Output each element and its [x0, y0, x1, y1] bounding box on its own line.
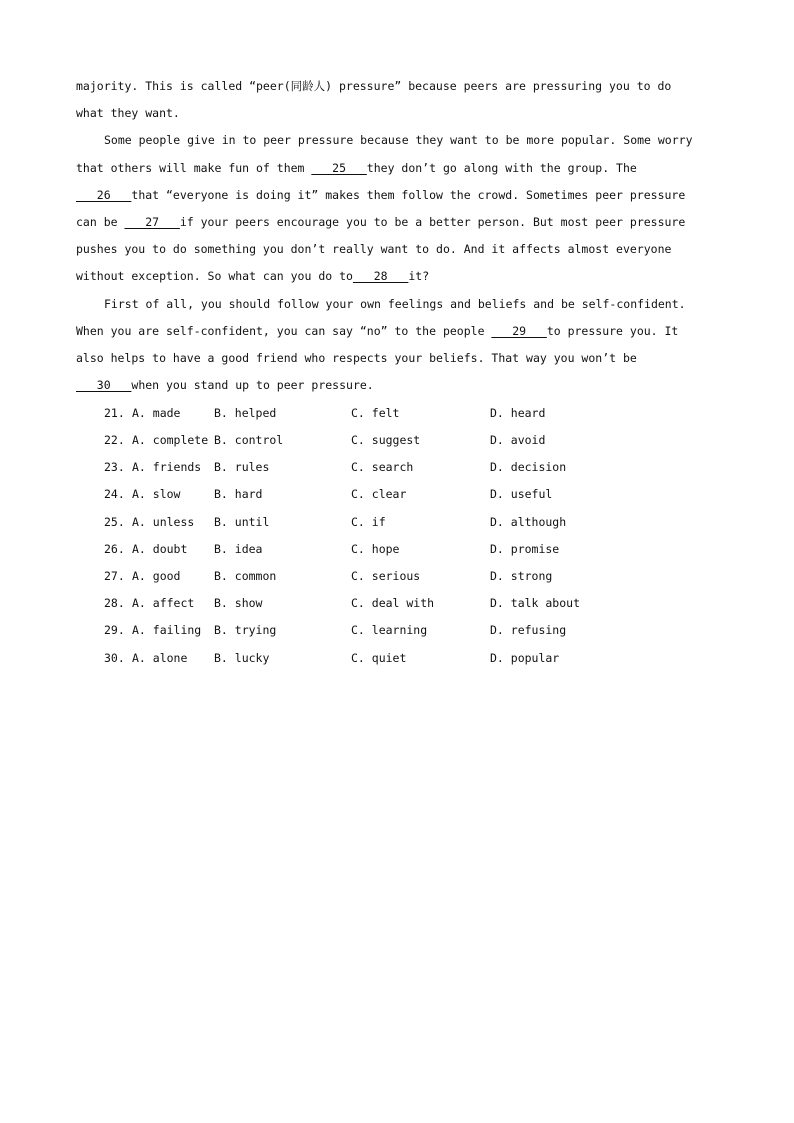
option-a: A. made — [132, 406, 181, 420]
passage-line: First of all, you should follow your own feelings and beliefs and be self-confident. — [104, 297, 686, 311]
passage-text: that others will make fun of them — [76, 161, 312, 175]
question-number: 30. — [104, 651, 125, 665]
question-number: 24. — [104, 487, 125, 501]
option-b: B. hard — [214, 487, 263, 501]
option-a: A. alone — [132, 651, 188, 665]
option-c: C. clear — [351, 487, 407, 501]
passage-line — [76, 212, 704, 232]
blank-29: ___29___ — [491, 324, 547, 338]
option-c: C. hope — [351, 542, 400, 556]
option-c: C. learning — [351, 623, 428, 637]
option-a: A. affect — [132, 596, 195, 610]
option-d: D. refusing — [490, 623, 567, 637]
question-number: 25. — [104, 515, 125, 529]
question-number: 28. — [104, 596, 125, 610]
option-c: C. serious — [351, 569, 421, 583]
option-d: D. decision — [490, 460, 567, 474]
passage-line: Some people give in to peer pressure because they want to be more popular. Some worry — [104, 133, 693, 147]
option-d: D. promise — [490, 542, 560, 556]
question-number: 23. — [104, 460, 125, 474]
question-number: 27. — [104, 569, 125, 583]
option-d: D. popular — [490, 651, 560, 665]
option-d: D. heard — [490, 406, 546, 420]
passage-line — [76, 375, 704, 395]
question-number: 21. — [104, 406, 125, 420]
question-row — [0, 648, 794, 668]
question-row — [0, 457, 794, 477]
blank-26: ___26___ — [76, 188, 132, 202]
question-row — [0, 566, 794, 586]
question-number: 29. — [104, 623, 125, 637]
option-a: A. slow — [132, 487, 181, 501]
option-c: C. suggest — [351, 433, 421, 447]
passage-line — [76, 185, 704, 205]
passage-text: without exception. So what can you do to — [76, 269, 353, 283]
passage-line — [76, 321, 704, 341]
option-c: C. deal with — [351, 596, 435, 610]
passage-line — [76, 266, 704, 286]
option-c: C. felt — [351, 406, 400, 420]
passage-line — [76, 158, 704, 178]
question-number: 26. — [104, 542, 125, 556]
question-number: 22. — [104, 433, 125, 447]
blank-30: ___30___ — [76, 378, 132, 392]
question-row — [0, 430, 794, 450]
passage-text: they don’t go along with the group. The — [366, 161, 637, 175]
passage-text: to pressure you. It — [546, 324, 679, 338]
passage-text: it? — [408, 269, 430, 283]
option-d: D. avoid — [490, 433, 546, 447]
option-b: B. helped — [214, 406, 277, 420]
blank-28: ___28___ — [352, 269, 409, 283]
passage-text: that “everyone is doing it” makes them follow the crowd. Sometimes peer pressure — [131, 188, 686, 202]
passage-text: can be — [76, 215, 125, 229]
passage-line: majority. This is called “peer(同龄人) pressure” because peers are pressuring you to do — [76, 79, 672, 93]
option-a: A. unless — [132, 515, 195, 529]
option-a: A. good — [132, 569, 181, 583]
option-b: B. show — [214, 596, 263, 610]
option-b: B. until — [214, 515, 270, 529]
option-b: B. lucky — [214, 651, 270, 665]
option-a: A. doubt — [132, 542, 188, 556]
option-a: A. complete — [132, 433, 209, 447]
question-row — [0, 512, 794, 532]
question-row — [0, 484, 794, 504]
passage-text: When you are self-confident, you can say “no” to the people — [76, 324, 492, 338]
passage-line: pushes you to do something you don’t really want to do. And it affects almost everyone — [76, 242, 672, 256]
passage-text: if your peers encourage you to be a better person. But most peer pressure — [179, 215, 686, 229]
blank-27: ___27___ — [124, 215, 180, 229]
question-row — [0, 539, 794, 559]
option-b: B. trying — [214, 623, 277, 637]
option-c: C. if — [351, 515, 386, 529]
option-d: D. although — [490, 515, 567, 529]
option-d: D. useful — [490, 487, 553, 501]
option-d: D. talk about — [490, 596, 581, 610]
blank-25: ___25___ — [311, 161, 367, 175]
option-a: A. friends — [132, 460, 202, 474]
question-row — [0, 593, 794, 613]
option-b: B. common — [214, 569, 277, 583]
option-c: C. search — [351, 460, 414, 474]
option-a: A. failing — [132, 623, 202, 637]
option-b: B. control — [214, 433, 284, 447]
option-b: B. idea — [214, 542, 263, 556]
option-d: D. strong — [490, 569, 553, 583]
option-c: C. quiet — [351, 651, 407, 665]
passage-line: also helps to have a good friend who respects your beliefs. That way you won’t be — [76, 351, 637, 365]
question-row — [0, 620, 794, 640]
question-row — [0, 403, 794, 423]
option-b: B. rules — [214, 460, 270, 474]
passage-text: when you stand up to peer pressure. — [131, 378, 374, 392]
passage-line: what they want. — [76, 106, 180, 120]
